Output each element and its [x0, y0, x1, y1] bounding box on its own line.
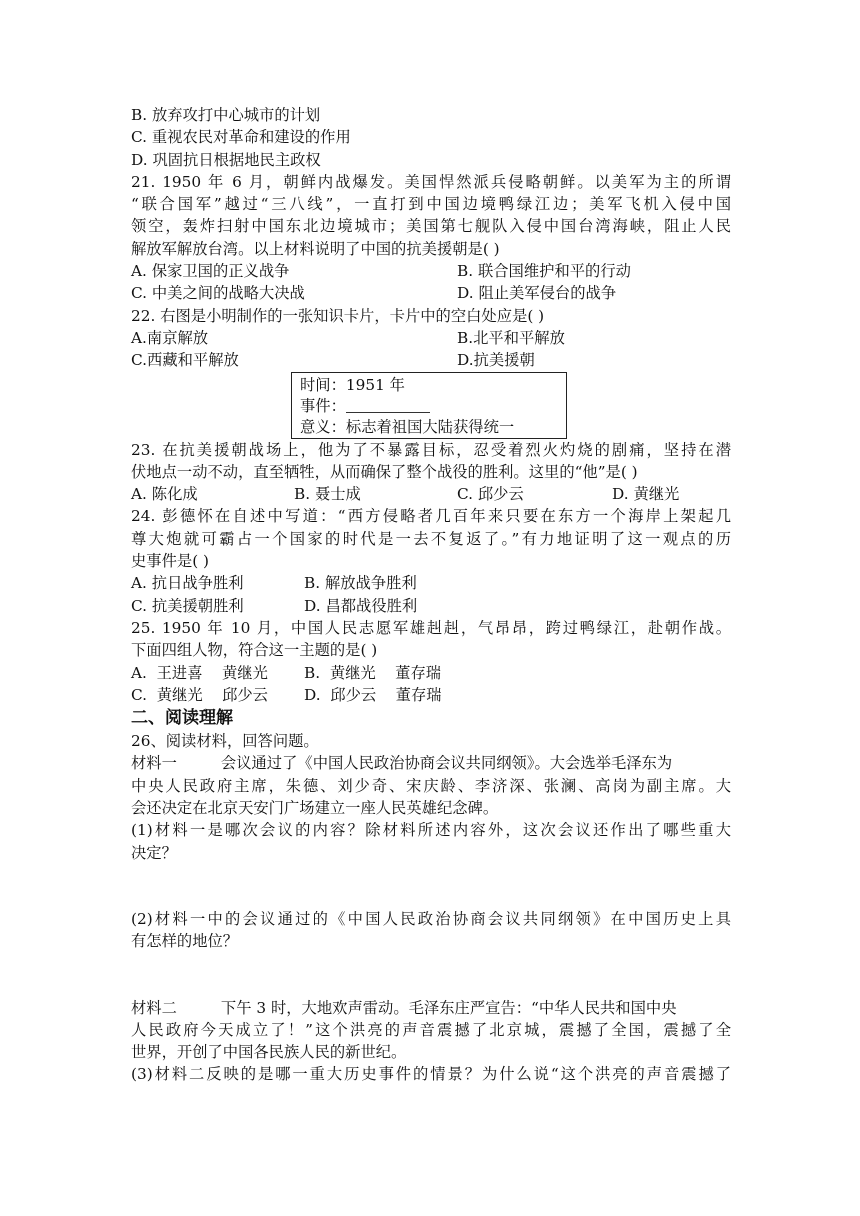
q23-options-row	[131, 483, 731, 505]
q23-stem-line: 23. 在抗美援朝战场上，他为了不暴露目标，忍受着烈火灼烧的剧痛，坚持在潜	[131, 440, 731, 459]
card-event-label: 事件：	[300, 396, 346, 415]
q25-options-row	[131, 684, 731, 706]
answer-space	[131, 953, 731, 997]
question-1-line: 决定？	[131, 843, 177, 862]
q22-options-row	[131, 327, 731, 349]
q20-option-d: D. 巩固抗日根据地民主政权	[131, 150, 321, 169]
q22-options-row	[131, 349, 731, 371]
q20-option-c: C. 重视农民对革命和建设的作用	[131, 128, 351, 147]
q24-stem-line: 尊大炮就可霸占一个国家的时代是一去不复返了。”有力地证明了这一观点的历	[131, 529, 731, 548]
q24-stem-line: 史事件是( )	[131, 552, 209, 571]
card-event	[300, 396, 566, 417]
q21-stem-line: “联合国军”越过“三八线”，一直打到中国边境鸭绿江边；美军飞机入侵中国	[131, 195, 731, 214]
q21-stem-line: 21. 1950 年 6 月，朝鲜内战爆发。美国悍然派兵侵略朝鲜。以美军为主的所谓	[131, 172, 731, 191]
q24-option-d: D. 昌都战役胜利	[304, 596, 418, 615]
question-1-line: (1)材料一是哪次会议的内容？除材料所述内容外，这次会议还作出了哪些重大	[131, 821, 731, 840]
material1-line: 会还决定在北京天安门广场建立一座人民英雄纪念碑。	[131, 799, 499, 818]
q24-options-row	[131, 572, 731, 594]
q22-option-c: C.西藏和平解放	[131, 351, 239, 370]
answer-space	[131, 864, 731, 908]
question-2-line: (2)材料一中的会议通过的《中国人民政治协商会议共同纲领》在中国历史上具	[131, 909, 731, 928]
q24-option-c: C. 抗美援朝胜利	[131, 596, 244, 615]
q24-option-b: B. 解放战争胜利	[304, 574, 417, 593]
q23-option-c: C. 邱少云	[457, 485, 524, 504]
q23-option-a: A. 陈化成	[131, 485, 198, 504]
card-meaning: 意义：标志着祖国大陆获得统一	[300, 417, 515, 436]
q23-stem-line: 伏地点一动不动，直至牺牲，从而确保了整个战役的胜利。这里的“他”是( )	[131, 462, 638, 481]
q23-option-d: D. 黄继光	[612, 485, 680, 504]
q25-option-d: D. 邱少云 董存瑞	[304, 685, 442, 704]
material1-line: 中央人民政府主席，朱德、刘少奇、宋庆龄、李济深、张澜、高岗为副主席。大	[131, 776, 731, 795]
section-heading: 二、阅读理解	[131, 708, 233, 729]
knowledge-card	[291, 372, 567, 439]
q21-option-a: A. 保家卫国的正义战争	[131, 262, 290, 281]
q24-option-a: A. 抗日战争胜利	[131, 574, 244, 593]
q25-option-a: A. 王进喜 黄继光	[131, 663, 268, 682]
question-3-line: (3)材料二反映的是哪一重大历史事件的情景？为什么说“这个洪亮的声音震撼了	[131, 1065, 731, 1084]
q24-stem-line: 24. 彭德怀在自述中写道：“西方侵略者几百年来只要在东方一个海岸上架起几	[131, 507, 731, 526]
card-event-blank	[346, 398, 430, 413]
q25-option-c: C. 黄继光 邱少云	[131, 685, 268, 704]
material2-line	[131, 997, 731, 1019]
q21-options-row	[131, 282, 731, 304]
q21-options-row	[131, 260, 731, 282]
q25-options-row	[131, 662, 731, 684]
q21-option-d: D. 阻止美军侵台的战争	[457, 284, 617, 303]
q25-stem-line: 下面四组人物，符合这一主题的是( )	[131, 641, 378, 660]
q22-option-a: A.南京解放	[131, 328, 209, 347]
q21-option-b: B. 联合国维护和平的行动	[457, 262, 631, 281]
material2-line: 世界，开创了中国各民族人民的新世纪。	[131, 1043, 407, 1062]
q24-options-row	[131, 595, 731, 617]
card-time: 时间：1951 年	[300, 375, 405, 394]
material2-text: 下午 3 时，大地欢声雷动。毛泽东庄严宣告：“中华人民共和国中央	[220, 998, 677, 1017]
material1-label: 材料一	[131, 754, 177, 773]
q22-option-d: D.抗美援朝	[457, 351, 535, 370]
q26-stem: 26、阅读材料，回答问题。	[131, 732, 319, 751]
q22-option-b: B.北平和平解放	[457, 328, 565, 347]
q20-option-b: B. 放弃攻打中心城市的计划	[131, 106, 321, 124]
material2-line: 人民政府今天成立了！”这个洪亮的声音震撼了北京城，震撼了全国，震撼了全	[131, 1020, 731, 1039]
material2-label: 材料二	[131, 998, 177, 1017]
exam-page	[131, 104, 731, 1086]
q25-stem-line: 25. 1950 年 10 月，中国人民志愿军雄赳赳，气昂昂，跨过鸭绿江，赴朝作战。	[131, 618, 731, 637]
material1-text: 会议通过了《中国人民政治协商会议共同纲领》。大会选举毛泽东为	[220, 754, 673, 773]
question-2-line: 有怎样的地位？	[131, 932, 239, 951]
material1-line	[131, 752, 731, 774]
q23-option-b: B. 聂士成	[294, 485, 361, 504]
q22-stem: 22. 右图是小明制作的一张知识卡片，卡片中的空白处应是( )	[131, 306, 545, 325]
q25-option-b: B. 黄继光 董存瑞	[304, 663, 442, 682]
q21-stem-line: 解放军解放台湾。以上材料说明了中国的抗美援朝是( )	[131, 239, 500, 258]
q21-option-c: C. 中美之间的战略大决战	[131, 284, 305, 303]
q21-stem-line: 领空，轰炸扫射中国东北边境城市；美国第七舰队入侵中国台湾海峡，阻止人民	[131, 217, 731, 236]
